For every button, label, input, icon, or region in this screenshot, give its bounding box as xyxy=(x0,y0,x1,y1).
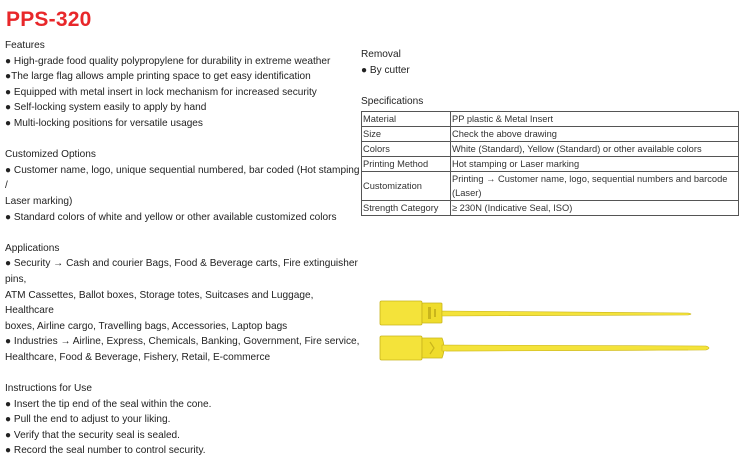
instruction-item: ● Insert the tip end of the seal within the cone. xyxy=(5,398,212,410)
applications-heading: Applications xyxy=(5,242,60,254)
spec-key: Size xyxy=(362,127,451,142)
customized-option-item-continued: Laser marking) xyxy=(5,195,73,207)
removal-heading: Removal xyxy=(361,49,401,60)
removal-item: ● By cutter xyxy=(361,64,410,76)
table-row xyxy=(362,201,739,216)
applications-line: ATM Cassettes, Ballot boxes, Storage totes, Suitcases and Luggage, Healthcare xyxy=(5,289,314,317)
spec-key: Colors xyxy=(362,142,451,157)
product-title: PPS-320 xyxy=(6,8,92,31)
applications-line: ● Security → Cash and courier Bags, Food & Beverage carts, Fire extinguisher pins, xyxy=(5,258,358,285)
instruction-item: ● Verify that the security seal is sealed. xyxy=(5,429,180,441)
spec-value-line: (Laser) xyxy=(452,188,482,199)
spec-value xyxy=(451,172,739,201)
spec-value-line: Printing → Customer name, logo, sequential numbers and barcode xyxy=(452,174,728,185)
spec-value: Check the above drawing xyxy=(451,127,739,142)
feature-item: ●The large flag allows ample printing space to get easy identification xyxy=(5,71,311,83)
feature-item: ● High-grade food quality polypropylene for durability in extreme weather xyxy=(5,55,331,67)
table-row xyxy=(362,172,739,201)
table-row xyxy=(362,127,739,142)
customized-options-heading: Customized Options xyxy=(5,149,96,161)
seal-side-view xyxy=(380,336,709,360)
spec-value: PP plastic & Metal Insert xyxy=(451,112,739,127)
seal-product-image xyxy=(376,298,716,368)
spec-key: Strength Category xyxy=(362,201,451,216)
spec-key: Customization xyxy=(362,172,451,201)
specifications-table xyxy=(361,111,739,216)
applications-line: ● Industries → Airline, Express, Chemicals, Banking, Government, Fire service, xyxy=(5,336,360,348)
specifications-column xyxy=(361,47,741,216)
instruction-item: ● Record the seal number to control security. xyxy=(5,445,206,457)
table-row xyxy=(362,157,739,172)
instructions-heading: Instructions for Use xyxy=(5,383,92,395)
spec-value: White (Standard), Yellow (Standard) or other available colors xyxy=(451,142,739,157)
table-row xyxy=(362,112,739,127)
spec-key: Material xyxy=(362,112,451,127)
product-details-column xyxy=(5,38,365,459)
specifications-heading: Specifications xyxy=(361,95,424,107)
spec-value: Hot stamping or Laser marking xyxy=(451,157,739,172)
instruction-item: ● Pull the end to adjust to your liking. xyxy=(5,414,171,426)
table-row xyxy=(362,142,739,157)
section-spacer xyxy=(361,78,741,94)
customized-option-item: ● Customer name, logo, unique sequential numbered, bar coded (Hot stamping / xyxy=(5,164,360,192)
features-heading: Features xyxy=(5,40,45,51)
applications-line: boxes, Airline cargo, Travelling bags, Accessories, Laptop bags xyxy=(5,320,288,332)
spec-value: ≥ 230N (Indicative Seal, ISO) xyxy=(451,201,739,216)
feature-item: ● Equipped with metal insert in lock mechanism for increased security xyxy=(5,86,317,98)
section-spacer xyxy=(5,225,365,241)
applications-line: Healthcare, Food & Beverage, Fishery, Retail, E-commerce xyxy=(5,351,271,363)
spec-key: Printing Method xyxy=(362,157,451,172)
customized-option-item: ● Standard colors of white and yellow or other available customized colors xyxy=(5,211,337,223)
section-spacer xyxy=(5,365,365,381)
feature-item: ● Self-locking system easily to apply by hand xyxy=(5,102,207,114)
feature-item: ● Multi-locking positions for versatile usages xyxy=(5,117,203,129)
seal-top-view xyxy=(380,301,691,325)
section-spacer xyxy=(5,132,365,148)
